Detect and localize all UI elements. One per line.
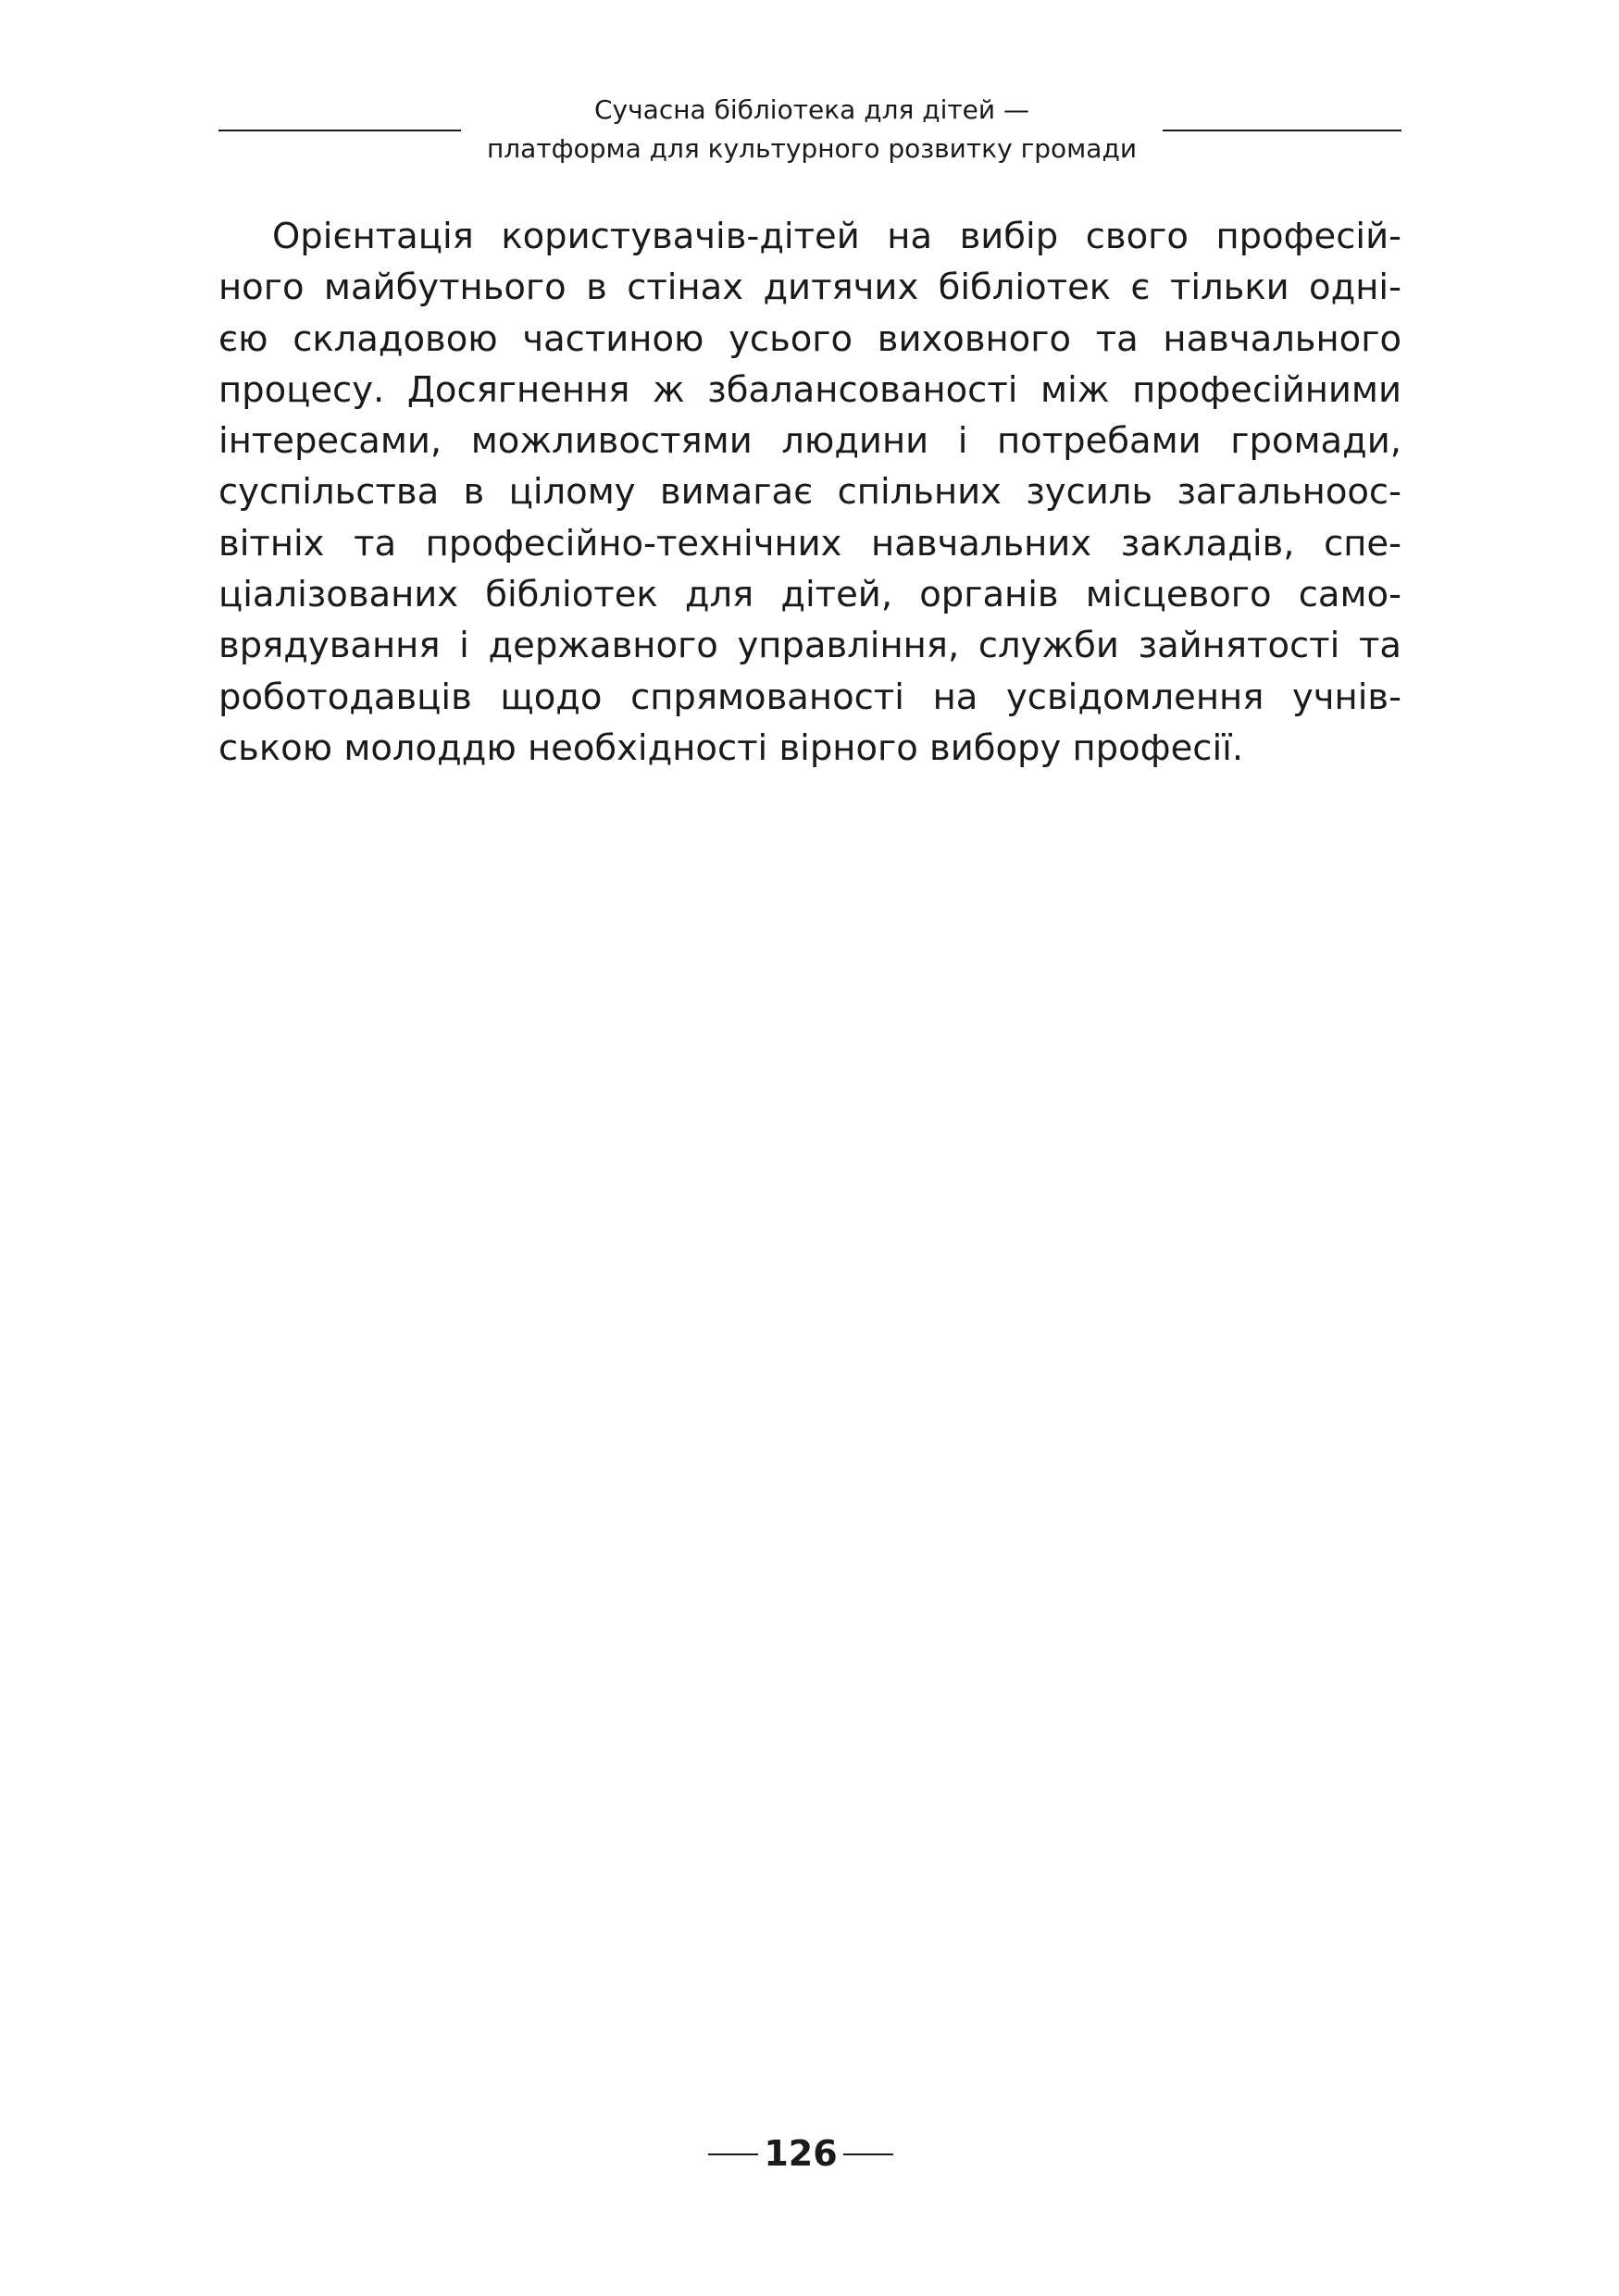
running-header-title <box>461 91 1163 168</box>
header-rule-left <box>218 130 461 131</box>
paragraph-line: врядування і державного управління, служби зайнятості та <box>218 625 1401 667</box>
paragraph-line: суспільства в цілому вимагає спільних зусиль загальноос- <box>218 471 1401 514</box>
paragraph-line: ською молоддю необхідності вірного вибору професії. <box>218 726 1244 769</box>
paragraph-line: процесу. Досягнення ж збалансованості між професійними <box>218 368 1401 411</box>
running-header <box>218 91 1401 174</box>
header-title-line-1: Сучасна бібліотека для дітей — <box>594 94 1029 125</box>
paragraph-line: роботодавців щодо спрямованості на усвідомлення учнів- <box>218 676 1401 718</box>
folio-rule-left <box>708 2153 758 2155</box>
body-paragraph <box>218 211 1401 774</box>
paragraph-line: Орієнтація користувачів-дітей на вибір свого професій- <box>272 216 1401 257</box>
paragraph-line: ціалізованих бібліотек для дітей, органів місцевого само- <box>218 574 1401 616</box>
page-number-footer <box>708 2130 893 2177</box>
header-rule-right <box>1163 130 1401 131</box>
paragraph-line: ного майбутнього в стінах дитячих бібліотек є тільки одні- <box>218 267 1401 309</box>
paragraph-line: єю складовою частиною усього виховного та навчального <box>218 317 1401 360</box>
page-number: 126 <box>764 2133 838 2174</box>
paragraph-line: інтересами, можливостями людини і потребами громади, <box>218 420 1401 463</box>
header-title-line-2: платформа для культурного розвитку громади <box>486 133 1138 164</box>
folio-rule-right <box>843 2153 893 2155</box>
paragraph-line: вітніх та професійно-технічних навчальних закладів, спе- <box>218 522 1401 565</box>
